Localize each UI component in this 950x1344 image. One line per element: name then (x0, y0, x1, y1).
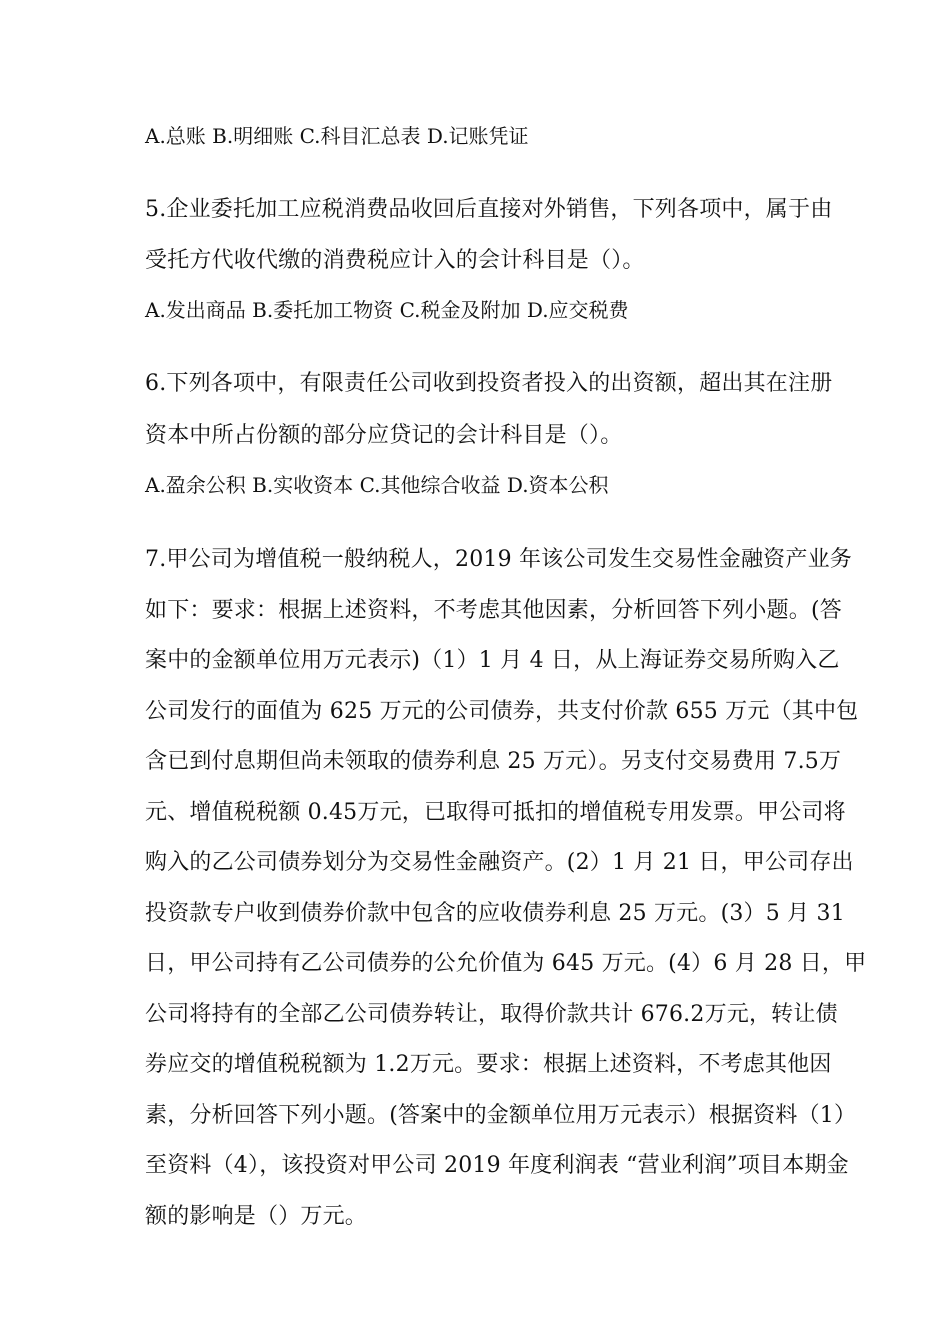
q7-stem-line-2: 如下：要求：根据上述资料，不考虑其他因素，分析回答下列小题。(答 (145, 598, 842, 623)
q7-stem-line-4: 公司发行的面值为 625 万元的公司债券，共支付价款 655 万元（其中包 (145, 699, 859, 724)
q7-stem-line-3: 案中的金额单位用万元表示)（1）1 月 4 日，从上海证券交易所购入乙 (145, 648, 840, 673)
q7-stem-line-14: 额的影响是（）万元。 (145, 1204, 368, 1229)
q6-stem-line-2: 资本中所占份额的部分应贷记的会计科目是（）。 (145, 423, 623, 448)
q5-stem-line-1: 5.企业委托加工应税消费品收回后直接对外销售，下列各项中，属于由 (145, 197, 833, 222)
q7-stem-line-1: 7.甲公司为增值税一般纳税人，2019 年该公司发生交易性金融资产业务 (145, 547, 852, 572)
q7-stem-line-10: 公司将持有的全部乙公司债券转让，取得价款共计 676.2万元，转让债 (145, 1002, 838, 1027)
q5-options: A.发出商品 B.委托加工物资 C.税金及附加 D.应交税费 (145, 298, 629, 322)
q7-stem-line-13: 至资料（4），该投资对甲公司 2019 年度利润表 “营业利润”项目本期金 (145, 1153, 849, 1178)
q7-stem-line-12: 素，分析回答下列小题。(答案中的金额单位用万元表示）根据资料（1） (145, 1103, 857, 1128)
q7-stem-line-8: 投资款专户收到债券价款中包含的应收债券利息 25 万元。(3）5 月 31 (145, 901, 845, 926)
q7-stem-line-5: 含已到付息期但尚未领取的债券利息 25 万元）。另支付交易费用 7.5万 (145, 749, 842, 774)
q6-options: A.盈余公积 B.实收资本 C.其他综合收益 D.资本公积 (145, 473, 609, 497)
q7-stem-line-11: 券应交的增值税税额为 1.2万元。要求：根据上述资料，不考虑其他因 (145, 1052, 832, 1077)
q4-options: A.总账 B.明细账 C.科目汇总表 D.记账凭证 (145, 124, 529, 148)
q7-stem-line-6: 元、增值税税额 0.45万元，已取得可抵扣的增值税专用发票。甲公司将 (145, 800, 846, 825)
q7-stem-line-9: 日，甲公司持有乙公司债券的公允价值为 645 万元。(4）6 月 28 日，甲 (145, 951, 867, 976)
q7-stem-line-7: 购入的乙公司债券划分为交易性金融资产。(2）1 月 21 日，甲公司存出 (145, 850, 854, 875)
q5-stem-line-2: 受托方代收代缴的消费税应计入的会计科目是（）。 (145, 248, 645, 273)
q6-stem-line-1: 6.下列各项中，有限责任公司收到投资者投入的出资额，超出其在注册 (145, 371, 833, 396)
